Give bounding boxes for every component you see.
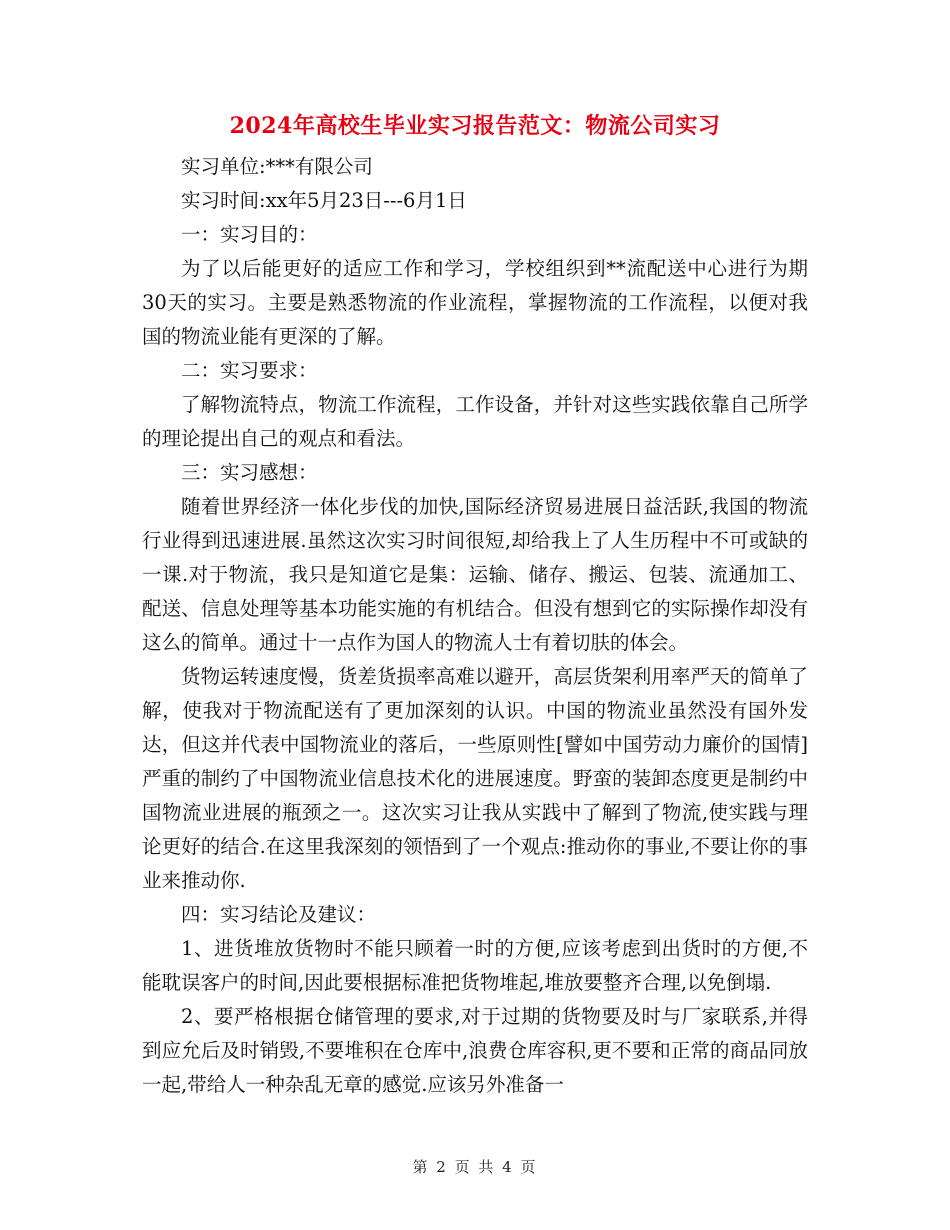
paragraph-conclusion-2: 2、要严格根据仓储管理的要求,对于过期的货物要及时与厂家联系,并得到应允后及时销毁,不要堆积在仓库中,浪费仓库容积,更不要和正常的商品同放一起,带给人一种杂乱无章的感觉.应该另外准备一 <box>142 1005 808 1096</box>
paragraph-conclusion-1: 1、进货堆放货物时不能只顾着一时的方便,应该考虑到出货时的方便,不能耽误客户的时间,因此要根据标准把货物堆起,堆放要整齐合理,以免倒塌. <box>142 937 808 994</box>
paragraph-purpose: 为了以后能更好的适应工作和学习，学校组织到**流配送中心进行为期30天的实习。主要是熟悉物流的作业流程，掌握物流的工作流程，以便对我国的物流业能有更深的了解。 <box>142 257 808 348</box>
paragraph-reflections-2: 货物运转速度慢，货差货损率高难以避开，高层货架利用率严天的简单了解，使我对于物流配送有了更加深刻的认识。中国的物流业虽然没有国外发达，但这并代表中国物流业的落后，一些原则性[譬如中国劳动力廉价的国情]严重的制约了中国物流业信息技术化的进展速度。野蛮的装卸态度更是制约中国物流业进展的瓶颈之一。这次实习让我从实践中了解到了物流,使实践与理论更好的结合.在这里我深刻的领悟到了一个观点:推动你的事业,不要让你的事业来推动你. <box>142 665 808 892</box>
page-number-footer: 第 2 页 共 4 页 <box>412 1158 538 1176</box>
heading-conclusions: 四：实习结论及建议： <box>181 903 377 926</box>
document-page <box>142 108 808 1102</box>
heading-purpose: 一：实习目的： <box>181 223 318 246</box>
heading-requirements: 二：实习要求： <box>181 359 318 382</box>
paragraph-reflections-1: 随着世界经济一体化步伐的加快,国际经济贸易进展日益活跃,我国的物流行业得到迅速进展.虽然这次实习时间很短,却给我上了人生历程中不可或缺的一课.对于物流，我只是知道它是集：运输、储存、搬运、包装、流通加工、配送、信息处理等基本功能实施的有机结合。但没有想到它的实际操作却没有这么的简单。通过十一点作为国人的物流人士有着切肤的体会。 <box>142 495 808 654</box>
paragraph-requirements: 了解物流特点，物流工作流程，工作设备，并针对这些实践依靠自己所学的理论提出自己的观点和看法。 <box>142 393 808 450</box>
document-title: 2024年高校生毕业实习报告范文：物流公司实习 <box>229 113 721 139</box>
heading-reflections: 三：实习感想： <box>181 461 318 484</box>
paragraph-internship-unit: 实习单位:***有限公司 <box>181 155 373 178</box>
paragraph-internship-time: 实习时间:xx年5月23日---6月1日 <box>181 189 467 212</box>
